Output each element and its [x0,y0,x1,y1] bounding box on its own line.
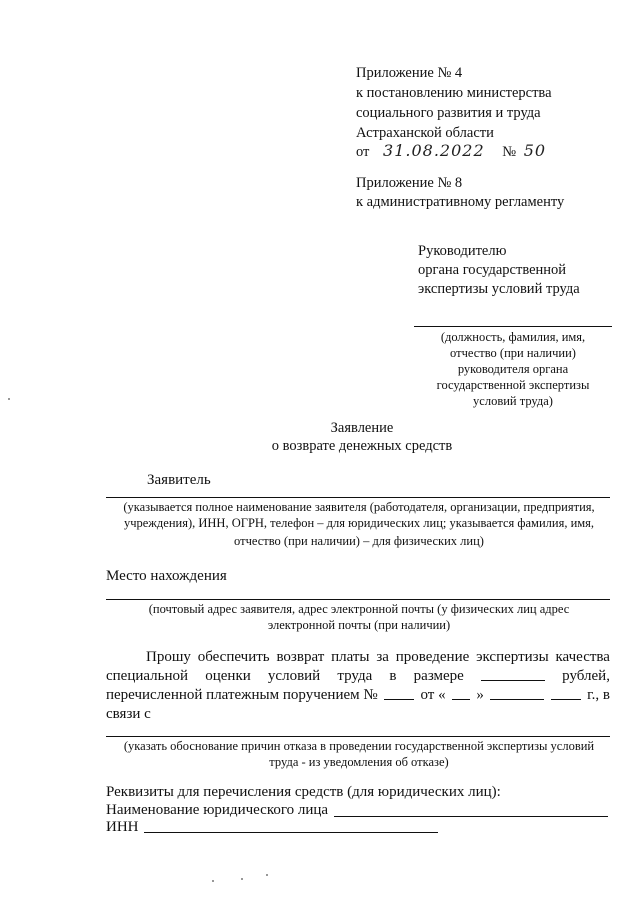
request-word: Прошу [146,649,191,665]
request-word: экспертизы [476,649,549,665]
month-blank [490,686,544,700]
requisites-heading: Реквизиты для перечисления средств (для юридических лиц): [106,784,501,800]
request-word: в [389,668,397,684]
location-hint-2: электронной почты (при наличии) [267,618,451,632]
date-prefix: от [356,144,370,160]
location-label: Место нахождения [106,568,227,584]
annex4-date-line [356,142,546,161]
addressee-hint-4: государственной экспертизы [436,378,590,392]
legal-name-label: Наименование юридического лица [106,802,329,818]
handwritten-number: 50 [523,141,547,160]
scan-speck [212,880,214,882]
request-word: за [376,649,389,665]
applicant-fill-line [106,497,610,498]
number-prefix: № [502,144,517,160]
reason-hint-1: (указать обоснование причин отказа в проведении государственной экспертизы условий [123,739,595,753]
inn-label: ИНН [106,819,139,835]
legal-name-fill-line [334,816,608,817]
request-word: условий [267,668,321,684]
handwritten-date: 31.08.2022 [383,141,485,160]
applicant-hint-1: (указывается полное наименование заявителя (работодателя, организации, предприятия, [123,500,595,514]
inn-fill-line [144,832,438,833]
location-hint-1: (почтовый адрес заявителя, адрес электронной почты (у физических лиц адрес [148,602,570,616]
order-number-blank [384,686,414,700]
date-open-quote: от « [420,687,446,703]
location-fill-line [106,599,610,600]
annex4-line2: к постановлению министерства [356,85,552,101]
addressee-line3: экспертизы условий труда [418,281,580,297]
reason-fill-line [106,736,610,737]
addressee-hint-1: (должность, фамилия, имя, [440,330,586,344]
annex4-line3: социального развития и труда [356,105,541,121]
request-line-1 [146,648,610,666]
request-word: проведение [395,649,470,665]
request-line-3 [106,686,610,704]
request-line-4: связи с [106,706,151,722]
date-close-quote: » [476,687,484,703]
addressee-hint-5: условий труда) [473,394,553,408]
payment-order-text: перечисленной платежным поручением № [106,687,378,703]
applicant-label: Заявитель [147,472,211,488]
document-title: Заявление [330,420,394,436]
request-word: специальной [106,668,189,684]
annex8-line1: Приложение № 8 [356,175,463,191]
applicant-hint-3: отчество (при наличии) – для физических лиц) [234,534,484,548]
request-word: рублей, [562,668,610,684]
request-word: размере [413,668,464,684]
request-word: возврат [276,649,325,665]
request-word: оценки [205,668,251,684]
request-word: платы [331,649,370,665]
year-suffix-text: г., в [587,687,610,703]
annex4-line1: Приложение № 4 [356,65,463,81]
request-word: труда [337,668,373,684]
amount-blank [481,667,545,681]
year-blank [551,686,581,700]
addressee-line2: органа государственной [418,262,567,278]
reason-hint-2: труда - из уведомления об отказе) [269,755,449,769]
scan-speck [241,878,243,880]
request-word: обеспечить [197,649,270,665]
day-blank [452,686,470,700]
applicant-hint-2: учреждения), ИНН, ОГРН, телефон – для юридических лиц; указывается фамилия, имя, [123,516,595,530]
document-subtitle: о возврате денежных средств [271,438,453,454]
addressee-hint-2: отчество (при наличии) [450,346,576,360]
addressee-hint-3: руководителя органа [457,362,569,376]
annex4-line4: Астраханской области [356,125,494,141]
scan-speck [8,398,10,400]
scan-speck [266,874,268,876]
annex8-line2: к административному регламенту [356,194,565,210]
request-line-2 [106,667,610,685]
addressee-fill-line [414,326,612,327]
addressee-line1: Руководителю [418,243,507,259]
request-word: качества [555,649,610,665]
